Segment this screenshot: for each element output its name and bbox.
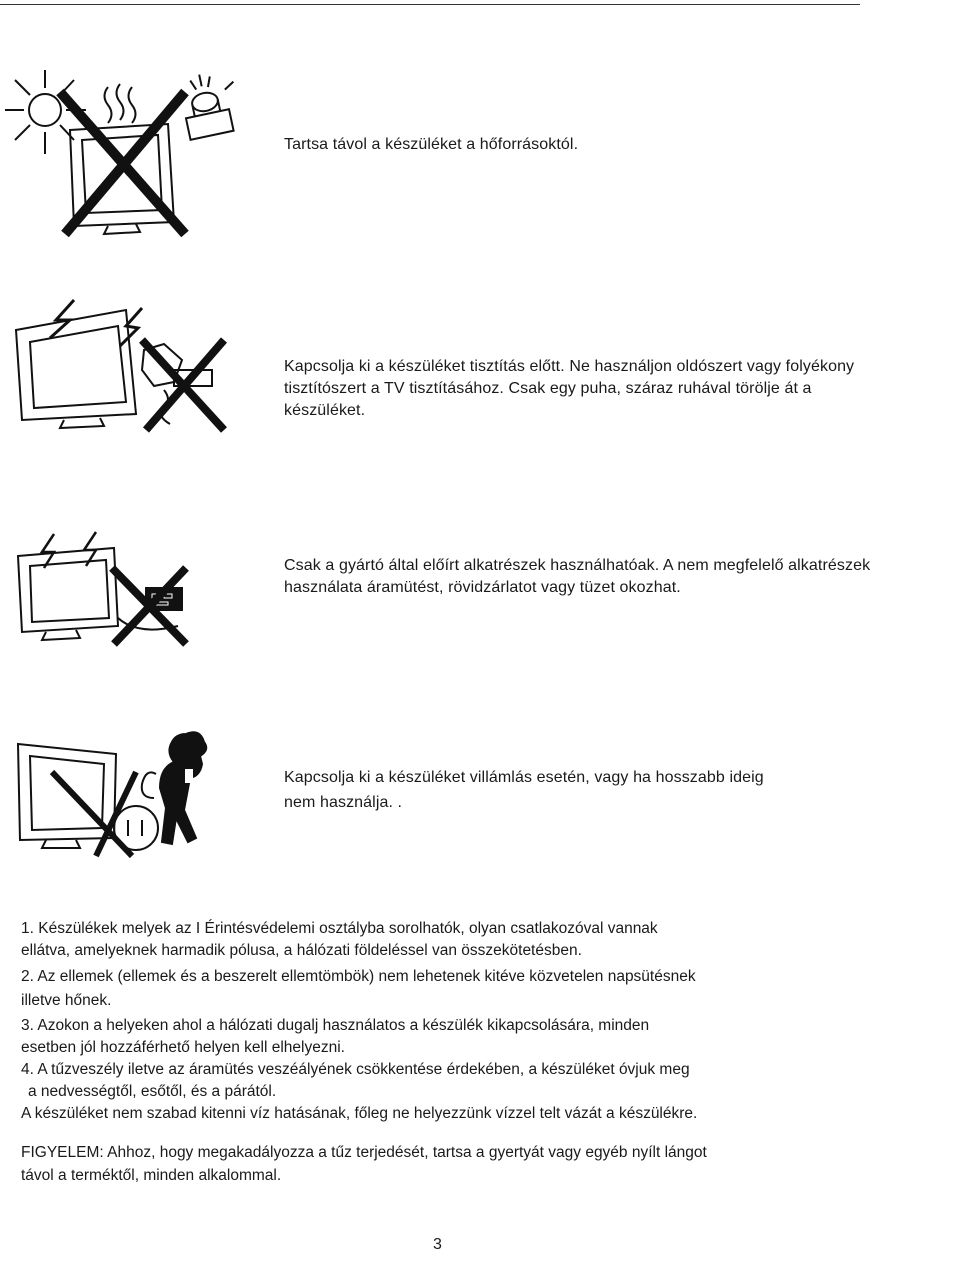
note-line: esetben jól hozzáférhető helyen kell elhelyezni. bbox=[21, 1039, 345, 1056]
note-line: illetve hőnek. bbox=[21, 992, 112, 1009]
note-line: ellátva, amelyeknek harmadik pólusa, a hálózati földeléssel van összekötetésben. bbox=[21, 942, 582, 959]
replacement-parts-tv-icon bbox=[14, 528, 214, 658]
note-line: 4. A tűzveszély iletve az áramütés veszéályének csökkentése érdekében, a készüléket óvjuk meg bbox=[21, 1061, 690, 1078]
note-line: A készüléket nem szabad kitenni víz hatásának, főleg ne helyezzünk vízzel telt vázát a készülékre. bbox=[21, 1105, 698, 1122]
top-rule bbox=[0, 4, 860, 5]
warning-line: FIGYELEM: Ahhoz, hogy megakadályozza a tűz terjedését, tartsa a gyertyát vagy egyéb nyílt lángot bbox=[21, 1144, 707, 1161]
note-line: 3. Azokon a helyeken ahol a hálózati dugalj használatos a készülék kikapcsolására, minden bbox=[21, 1017, 650, 1034]
section-2-caption: Kapcsolja ki a készüléket tisztítás előtt. Ne használjon oldószert vagy folyékony tisztítószert a TV tisztításához. Csak egy puha, száraz ruhával törölje át a készüléket. bbox=[284, 358, 855, 419]
lightning-unplug-tv-icon bbox=[16, 728, 216, 858]
section-3-caption: Csak a gyártó által előírt alkatrészek használhatóak. A nem megfelelő alkatrészek használata áramütést, rövidzárlatot vagy tüzet okozhat. bbox=[284, 557, 871, 596]
safety-notes bbox=[21, 918, 851, 1125]
note-line: 1. Készülékek melyek az I Érintésvédelemi osztályba sorolhatók, olyan csatlakozóval vannak bbox=[21, 920, 658, 937]
note-line: a nedvességtől, esőtől, és a párától. bbox=[28, 1083, 277, 1100]
cleaning-tv-icon bbox=[14, 290, 244, 440]
warning-line: távol a terméktől, minden alkalommal. bbox=[21, 1167, 282, 1184]
note-line: 2. Az ellemek (ellemek és a beszerelt ellemtömbök) nem lehetenek kitéve közvetelen napsütésnek bbox=[21, 968, 696, 985]
sun-heat-tv-icon bbox=[0, 62, 245, 237]
warning-paragraph bbox=[21, 1141, 891, 1187]
section-1-caption: Tartsa távol a készüléket a hőforrásoktól. bbox=[284, 136, 579, 153]
page-number: 3 bbox=[433, 1236, 442, 1253]
section-4-caption: Kapcsolja ki a készüléket villámlás esetén, vagy ha hosszabb ideig nem használja. . bbox=[284, 769, 764, 811]
